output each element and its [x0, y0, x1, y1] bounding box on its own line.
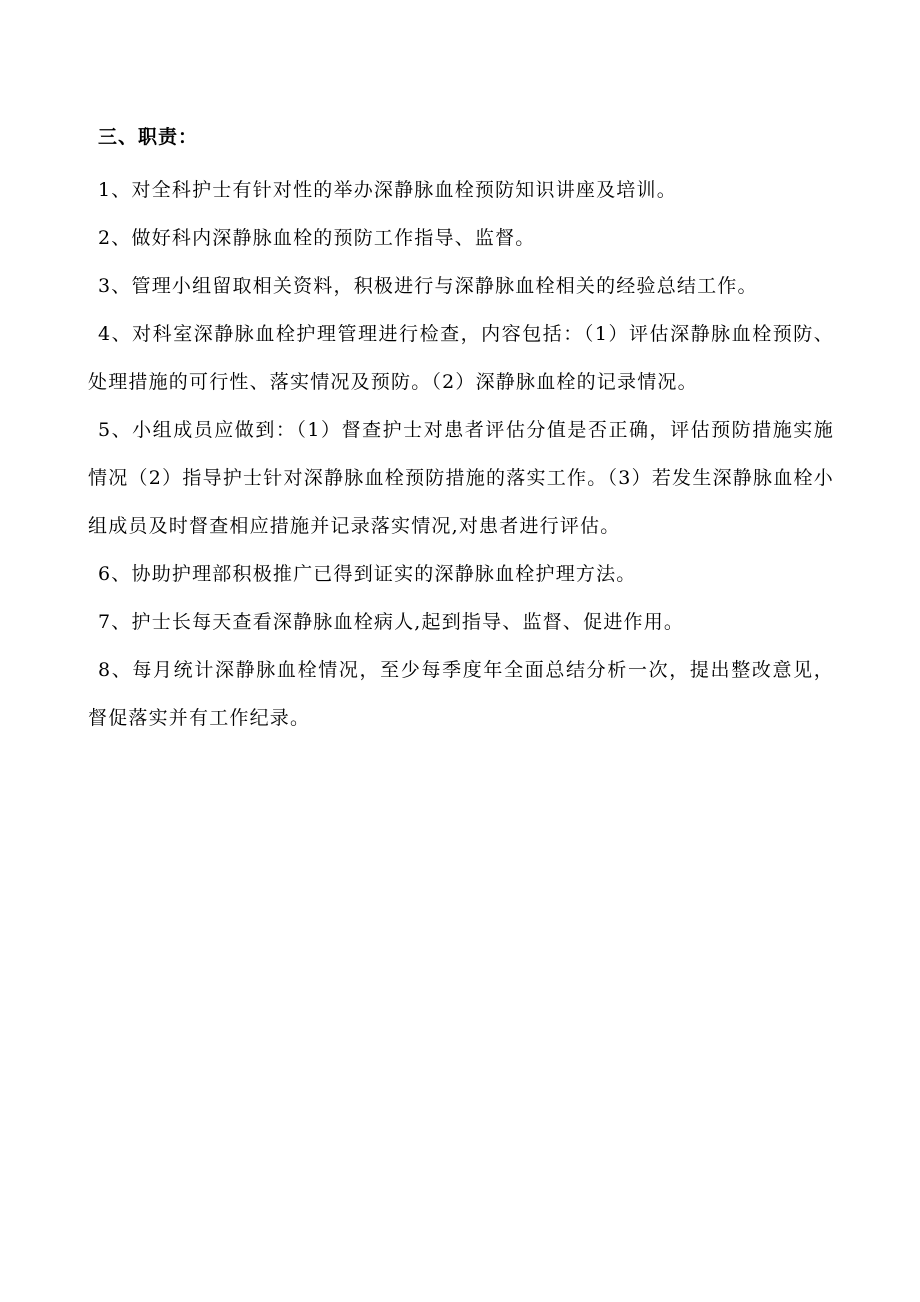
list-item-3: 3、管理小组留取相关资料，积极进行与深静脉血栓相关的经验总结工作。: [98, 275, 758, 297]
list-item-7: 7、护士长每天查看深静脉血栓病人,起到指导、监督、促进作用。: [98, 611, 685, 633]
list-item-8: 8、每月统计深静脉血栓情况，至少每季度年全面总结分析一次，提出整改意见，督促落实并有工作纪录。: [88, 659, 834, 729]
list-item-6: 6、协助护理部积极推广已得到证实的深静脉血栓护理方法。: [98, 563, 637, 585]
document-content: [88, 118, 834, 742]
list-item-2: 2、做好科内深静脉血栓的预防工作指导、监督。: [98, 227, 536, 249]
section-heading: 三、职责：: [98, 126, 199, 148]
list-item-4: 4、对科室深静脉血栓护理管理进行检查，内容包括：（1）评估深静脉血栓预防、处理措施的可行性、落实情况及预防。（2）深静脉血栓的记录情况。: [88, 323, 834, 393]
list-item-1: 1、对全科护士有针对性的举办深静脉血栓预防知识讲座及培训。: [98, 179, 677, 201]
list-item-5: 5、小组成员应做到：（1）督查护士对患者评估分值是否正确，评估预防措施实施情况（2）指导护士针对深静脉血栓预防措施的落实工作。（3）若发生深静脉血栓小组成员及时督查相应措施并记录落实情况,对患者进行评估。: [88, 419, 834, 537]
